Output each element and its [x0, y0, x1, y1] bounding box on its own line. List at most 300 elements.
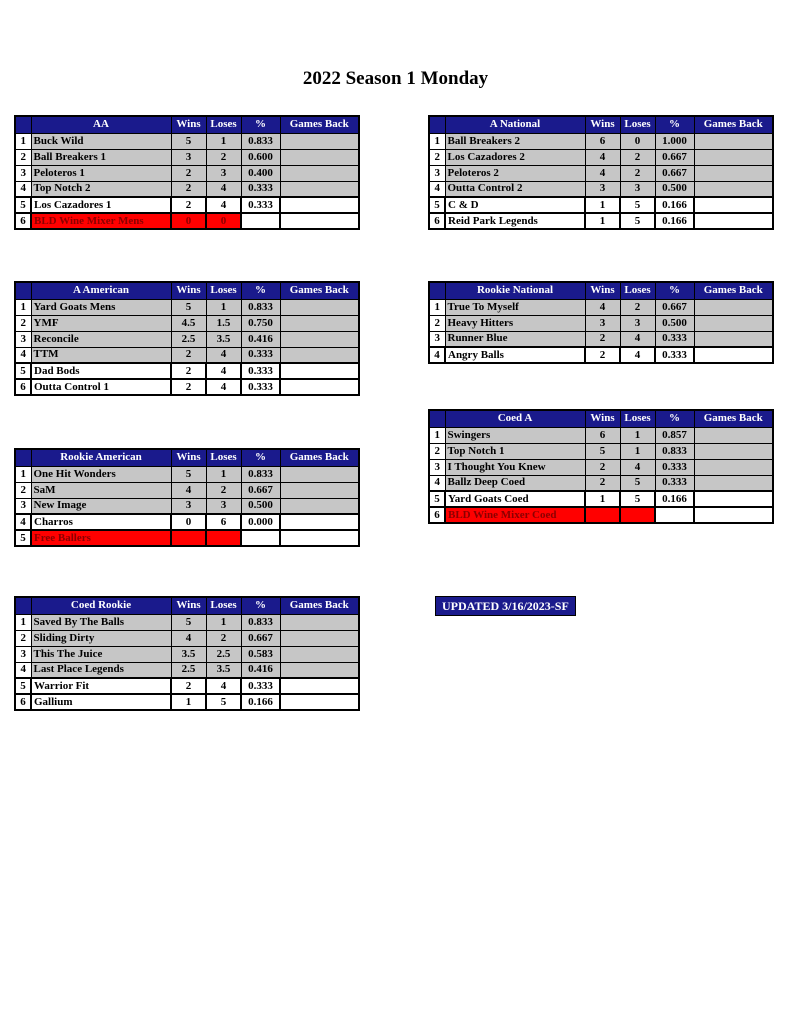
rank-cell: 6	[15, 379, 31, 395]
rank-header-cell	[429, 282, 445, 299]
loses-value: 4	[206, 197, 241, 213]
team-name: Runner Blue	[445, 331, 585, 347]
rank-cell: 3	[15, 331, 31, 347]
games-back-value	[694, 459, 773, 475]
loses-value: 4	[206, 363, 241, 379]
games-back-value	[280, 149, 359, 165]
loses-header: Loses	[206, 597, 241, 614]
rank-header-cell	[15, 282, 31, 299]
team-name: Swingers	[445, 427, 585, 443]
rank-cell: 1	[429, 133, 445, 149]
rank-cell: 1	[429, 427, 445, 443]
loses-value: 3	[620, 315, 655, 331]
division-table-coed-rookie	[14, 596, 360, 711]
team-name: Dad Bods	[31, 363, 171, 379]
team-name: C & D	[445, 197, 585, 213]
loses-value: 5	[620, 475, 655, 491]
games-back-value	[694, 165, 773, 181]
pct-value: 0.333	[241, 347, 280, 363]
rank-cell: 2	[15, 149, 31, 165]
standings-row	[15, 213, 359, 229]
loses-header: Loses	[620, 116, 655, 133]
rank-cell: 3	[15, 165, 31, 181]
team-name: Sliding Dirty	[31, 630, 171, 646]
rank-cell: 3	[429, 165, 445, 181]
games-back-value	[280, 347, 359, 363]
rank-cell: 4	[15, 514, 31, 530]
team-name: BLD Wine Mixer Coed	[445, 507, 585, 523]
games-back-value	[694, 213, 773, 229]
header-row	[429, 282, 773, 299]
pct-value: 0.500	[655, 181, 694, 197]
wins-value	[585, 507, 620, 523]
wins-value: 2.5	[171, 662, 206, 678]
pct-value: 0.750	[241, 315, 280, 331]
rank-cell: 5	[15, 530, 31, 546]
rank-header-cell	[15, 449, 31, 466]
pct-header: %	[241, 597, 280, 614]
rank-header-cell	[429, 116, 445, 133]
loses-header: Loses	[206, 116, 241, 133]
loses-value: 3.5	[206, 662, 241, 678]
rank-header-cell	[15, 116, 31, 133]
pct-value: 0.667	[655, 165, 694, 181]
wins-value: 3	[171, 498, 206, 514]
team-name: True To Myself	[445, 299, 585, 315]
pct-value: 0.583	[241, 646, 280, 662]
standings-row	[15, 630, 359, 646]
standings-row	[429, 331, 773, 347]
pct-value: 0.400	[241, 165, 280, 181]
pct-value: 0.166	[655, 491, 694, 507]
games-back-value	[280, 614, 359, 630]
pct-value: 0.333	[241, 181, 280, 197]
standings-row	[429, 213, 773, 229]
team-name: Reconcile	[31, 331, 171, 347]
division-table-coed-a	[428, 409, 774, 524]
standings-row	[15, 514, 359, 530]
games-back-value	[280, 165, 359, 181]
standings-table	[14, 596, 360, 711]
wins-header: Wins	[585, 116, 620, 133]
standings-row	[15, 678, 359, 694]
team-name: New Image	[31, 498, 171, 514]
team-name: This The Juice	[31, 646, 171, 662]
division-table-rookie-american	[14, 448, 360, 547]
games-back-value	[280, 213, 359, 229]
pct-value: 0.333	[655, 331, 694, 347]
loses-value: 4	[620, 331, 655, 347]
games-back-value	[694, 299, 773, 315]
games-back-value	[694, 133, 773, 149]
pct-value: 0.500	[241, 498, 280, 514]
games-back-header: Games Back	[280, 449, 359, 466]
team-name: Peloteros 2	[445, 165, 585, 181]
rank-cell: 2	[429, 149, 445, 165]
loses-value: 3	[620, 181, 655, 197]
games-back-header: Games Back	[694, 282, 773, 299]
standings-row	[429, 507, 773, 523]
team-name: Free Ballers	[31, 530, 171, 546]
wins-value: 4.5	[171, 315, 206, 331]
loses-value	[620, 507, 655, 523]
division-title: Coed A	[445, 410, 585, 427]
pct-header: %	[241, 282, 280, 299]
team-name: One Hit Wonders	[31, 466, 171, 482]
loses-value: 3	[206, 165, 241, 181]
rank-cell: 5	[429, 197, 445, 213]
loses-header: Loses	[620, 282, 655, 299]
rank-cell: 2	[15, 482, 31, 498]
loses-value: 1	[206, 133, 241, 149]
pct-value: 0.166	[655, 213, 694, 229]
pct-value: 0.667	[241, 630, 280, 646]
header-row	[429, 410, 773, 427]
wins-header: Wins	[585, 282, 620, 299]
standings-row	[15, 347, 359, 363]
pct-value: 0.833	[241, 133, 280, 149]
wins-value: 0	[171, 514, 206, 530]
pct-value: 0.166	[655, 197, 694, 213]
wins-value: 3.5	[171, 646, 206, 662]
standings-row	[429, 491, 773, 507]
wins-value: 0	[171, 213, 206, 229]
games-back-value	[280, 466, 359, 482]
division-title: AA	[31, 116, 171, 133]
standings-row	[15, 165, 359, 181]
standings-row	[429, 427, 773, 443]
wins-value: 2	[585, 459, 620, 475]
loses-value: 2	[206, 149, 241, 165]
games-back-header: Games Back	[280, 282, 359, 299]
games-back-value	[694, 149, 773, 165]
loses-value: 2	[206, 482, 241, 498]
team-name: Top Notch 2	[31, 181, 171, 197]
games-back-value	[280, 662, 359, 678]
games-back-value	[280, 694, 359, 710]
team-name: Ballz Deep Coed	[445, 475, 585, 491]
loses-value: 5	[206, 694, 241, 710]
rank-cell: 3	[429, 459, 445, 475]
standings-row	[15, 482, 359, 498]
team-name: Gallium	[31, 694, 171, 710]
standings-row	[15, 694, 359, 710]
loses-value: 1	[620, 427, 655, 443]
pct-value	[241, 213, 280, 229]
standings-row	[429, 459, 773, 475]
header-row	[15, 116, 359, 133]
pct-value: 0.667	[655, 299, 694, 315]
rank-cell: 6	[15, 694, 31, 710]
wins-value: 2	[171, 379, 206, 395]
games-back-header: Games Back	[280, 116, 359, 133]
standings-row	[429, 299, 773, 315]
rank-cell: 2	[15, 315, 31, 331]
games-back-value	[694, 491, 773, 507]
wins-value: 5	[171, 299, 206, 315]
pct-header: %	[655, 410, 694, 427]
rank-cell: 4	[15, 662, 31, 678]
games-back-value	[280, 530, 359, 546]
wins-value: 5	[171, 133, 206, 149]
loses-header: Loses	[206, 282, 241, 299]
standings-row	[15, 331, 359, 347]
pct-value: 0.833	[241, 466, 280, 482]
rank-cell: 1	[15, 466, 31, 482]
loses-value: 4	[620, 459, 655, 475]
wins-value: 2	[585, 475, 620, 491]
rank-cell: 1	[429, 299, 445, 315]
games-back-value	[694, 507, 773, 523]
rank-cell: 2	[429, 443, 445, 459]
team-name: Yard Goats Coed	[445, 491, 585, 507]
loses-value: 2	[620, 299, 655, 315]
standings-row	[429, 149, 773, 165]
games-back-value	[694, 197, 773, 213]
standings-row	[15, 299, 359, 315]
standings-row	[429, 181, 773, 197]
standings-row	[15, 530, 359, 546]
pct-value: 0.667	[655, 149, 694, 165]
standings-row	[15, 466, 359, 482]
header-row	[15, 282, 359, 299]
pct-header: %	[655, 116, 694, 133]
loses-value: 1	[206, 466, 241, 482]
pct-value: 0.333	[241, 363, 280, 379]
team-name: Outta Control 2	[445, 181, 585, 197]
wins-header: Wins	[171, 449, 206, 466]
rank-cell: 6	[429, 507, 445, 523]
wins-header: Wins	[171, 597, 206, 614]
wins-value: 4	[171, 630, 206, 646]
rank-cell: 1	[15, 299, 31, 315]
games-back-value	[694, 315, 773, 331]
wins-value: 4	[585, 149, 620, 165]
wins-value: 2	[585, 347, 620, 363]
team-name: Warrior Fit	[31, 678, 171, 694]
wins-value: 2	[171, 165, 206, 181]
team-name: I Thought You Knew	[445, 459, 585, 475]
rank-header-cell	[15, 597, 31, 614]
page-title: 2022 Season 1 Monday	[302, 68, 489, 89]
pct-value: 0.333	[241, 379, 280, 395]
team-name: Ball Breakers 2	[445, 133, 585, 149]
division-title: Rookie National	[445, 282, 585, 299]
loses-value: 2.5	[206, 646, 241, 662]
rank-cell: 4	[15, 347, 31, 363]
wins-value: 1	[585, 491, 620, 507]
rank-cell: 5	[15, 363, 31, 379]
wins-value: 4	[585, 299, 620, 315]
games-back-value	[694, 347, 773, 363]
loses-value	[206, 530, 241, 546]
loses-header: Loses	[620, 410, 655, 427]
rank-cell: 1	[15, 614, 31, 630]
loses-value: 1	[620, 443, 655, 459]
header-row	[429, 116, 773, 133]
games-back-value	[280, 498, 359, 514]
pct-value: 0.857	[655, 427, 694, 443]
division-table-rookie-national	[428, 281, 774, 364]
games-back-value	[694, 427, 773, 443]
games-back-value	[694, 331, 773, 347]
standings-row	[429, 443, 773, 459]
rank-cell: 2	[15, 630, 31, 646]
rank-cell: 1	[15, 133, 31, 149]
loses-value: 6	[206, 514, 241, 530]
games-back-value	[280, 181, 359, 197]
division-title: Rookie American	[31, 449, 171, 466]
pct-value	[655, 507, 694, 523]
pct-header: %	[655, 282, 694, 299]
loses-value: 4	[206, 379, 241, 395]
games-back-value	[694, 181, 773, 197]
loses-value: 2	[620, 149, 655, 165]
rank-cell: 4	[429, 181, 445, 197]
games-back-header: Games Back	[694, 410, 773, 427]
rank-cell: 6	[429, 213, 445, 229]
loses-value: 1	[206, 614, 241, 630]
games-back-value	[280, 379, 359, 395]
games-back-value	[694, 443, 773, 459]
team-name: Peloteros 1	[31, 165, 171, 181]
games-back-value	[280, 678, 359, 694]
loses-value: 3.5	[206, 331, 241, 347]
standings-row	[15, 662, 359, 678]
games-back-value	[280, 133, 359, 149]
pct-value: 0.333	[655, 475, 694, 491]
rank-cell: 4	[429, 347, 445, 363]
team-name: Outta Control 1	[31, 379, 171, 395]
loses-value: 1.5	[206, 315, 241, 331]
standings-row	[15, 181, 359, 197]
games-back-value	[280, 331, 359, 347]
wins-value: 5	[171, 614, 206, 630]
rank-cell: 5	[15, 678, 31, 694]
rank-cell: 2	[429, 315, 445, 331]
loses-value: 5	[620, 213, 655, 229]
games-back-value	[280, 482, 359, 498]
pct-value: 0.833	[241, 299, 280, 315]
team-name: Los Cazadores 2	[445, 149, 585, 165]
wins-value: 2.5	[171, 331, 206, 347]
team-name: Angry Balls	[445, 347, 585, 363]
pct-value: 0.333	[655, 459, 694, 475]
division-table-aa	[14, 115, 360, 230]
pct-header: %	[241, 449, 280, 466]
team-name: Top Notch 1	[445, 443, 585, 459]
wins-value: 3	[585, 315, 620, 331]
standings-row	[15, 614, 359, 630]
header-row	[15, 449, 359, 466]
wins-value	[171, 530, 206, 546]
wins-value: 2	[171, 363, 206, 379]
standings-table	[14, 281, 360, 396]
rank-cell: 4	[15, 181, 31, 197]
loses-value: 4	[206, 347, 241, 363]
games-back-header: Games Back	[694, 116, 773, 133]
pct-value: 0.833	[241, 614, 280, 630]
standings-row	[429, 315, 773, 331]
rank-cell: 3	[429, 331, 445, 347]
games-back-value	[280, 299, 359, 315]
standings-table	[428, 281, 774, 364]
wins-value: 1	[585, 213, 620, 229]
games-back-value	[280, 363, 359, 379]
loses-value: 0	[620, 133, 655, 149]
standings-row	[15, 197, 359, 213]
team-name: Reid Park Legends	[445, 213, 585, 229]
loses-value: 5	[620, 491, 655, 507]
team-name: Saved By The Balls	[31, 614, 171, 630]
standings-row	[15, 646, 359, 662]
games-back-value	[694, 475, 773, 491]
loses-value: 1	[206, 299, 241, 315]
standings-row	[429, 165, 773, 181]
standings-table	[14, 448, 360, 547]
wins-header: Wins	[171, 116, 206, 133]
loses-value: 2	[620, 165, 655, 181]
pct-value: 0.833	[655, 443, 694, 459]
games-back-value	[280, 514, 359, 530]
rank-cell: 5	[429, 491, 445, 507]
wins-value: 1	[171, 694, 206, 710]
pct-value: 0.166	[241, 694, 280, 710]
team-name: Los Cazadores 1	[31, 197, 171, 213]
division-table-a-american	[14, 281, 360, 396]
standings-table	[14, 115, 360, 230]
standings-row	[15, 379, 359, 395]
rank-cell: 4	[429, 475, 445, 491]
team-name: Yard Goats Mens	[31, 299, 171, 315]
loses-value: 4	[620, 347, 655, 363]
wins-value: 3	[585, 181, 620, 197]
loses-value: 5	[620, 197, 655, 213]
pct-value: 0.333	[241, 197, 280, 213]
pct-value	[241, 530, 280, 546]
pct-value: 0.333	[241, 678, 280, 694]
wins-header: Wins	[585, 410, 620, 427]
wins-value: 3	[171, 149, 206, 165]
standings-row	[15, 498, 359, 514]
loses-value: 4	[206, 678, 241, 694]
loses-value: 4	[206, 181, 241, 197]
wins-value: 1	[585, 197, 620, 213]
standings-table	[428, 115, 774, 230]
standings-row	[429, 475, 773, 491]
pct-header: %	[241, 116, 280, 133]
rank-cell: 5	[15, 197, 31, 213]
games-back-value	[280, 630, 359, 646]
wins-value: 6	[585, 133, 620, 149]
wins-value: 2	[171, 678, 206, 694]
wins-value: 2	[171, 181, 206, 197]
standings-row	[429, 133, 773, 149]
wins-value: 5	[585, 443, 620, 459]
team-name: YMF	[31, 315, 171, 331]
division-table-a-national	[428, 115, 774, 230]
standings-row	[15, 363, 359, 379]
wins-value: 4	[171, 482, 206, 498]
pct-value: 0.416	[241, 331, 280, 347]
standings-row	[429, 197, 773, 213]
updated-label: UPDATED 3/16/2023-SF	[435, 596, 576, 616]
standings-table	[428, 409, 774, 524]
pct-value: 0.600	[241, 149, 280, 165]
pct-value: 0.500	[655, 315, 694, 331]
games-back-value	[280, 646, 359, 662]
header-row	[15, 597, 359, 614]
